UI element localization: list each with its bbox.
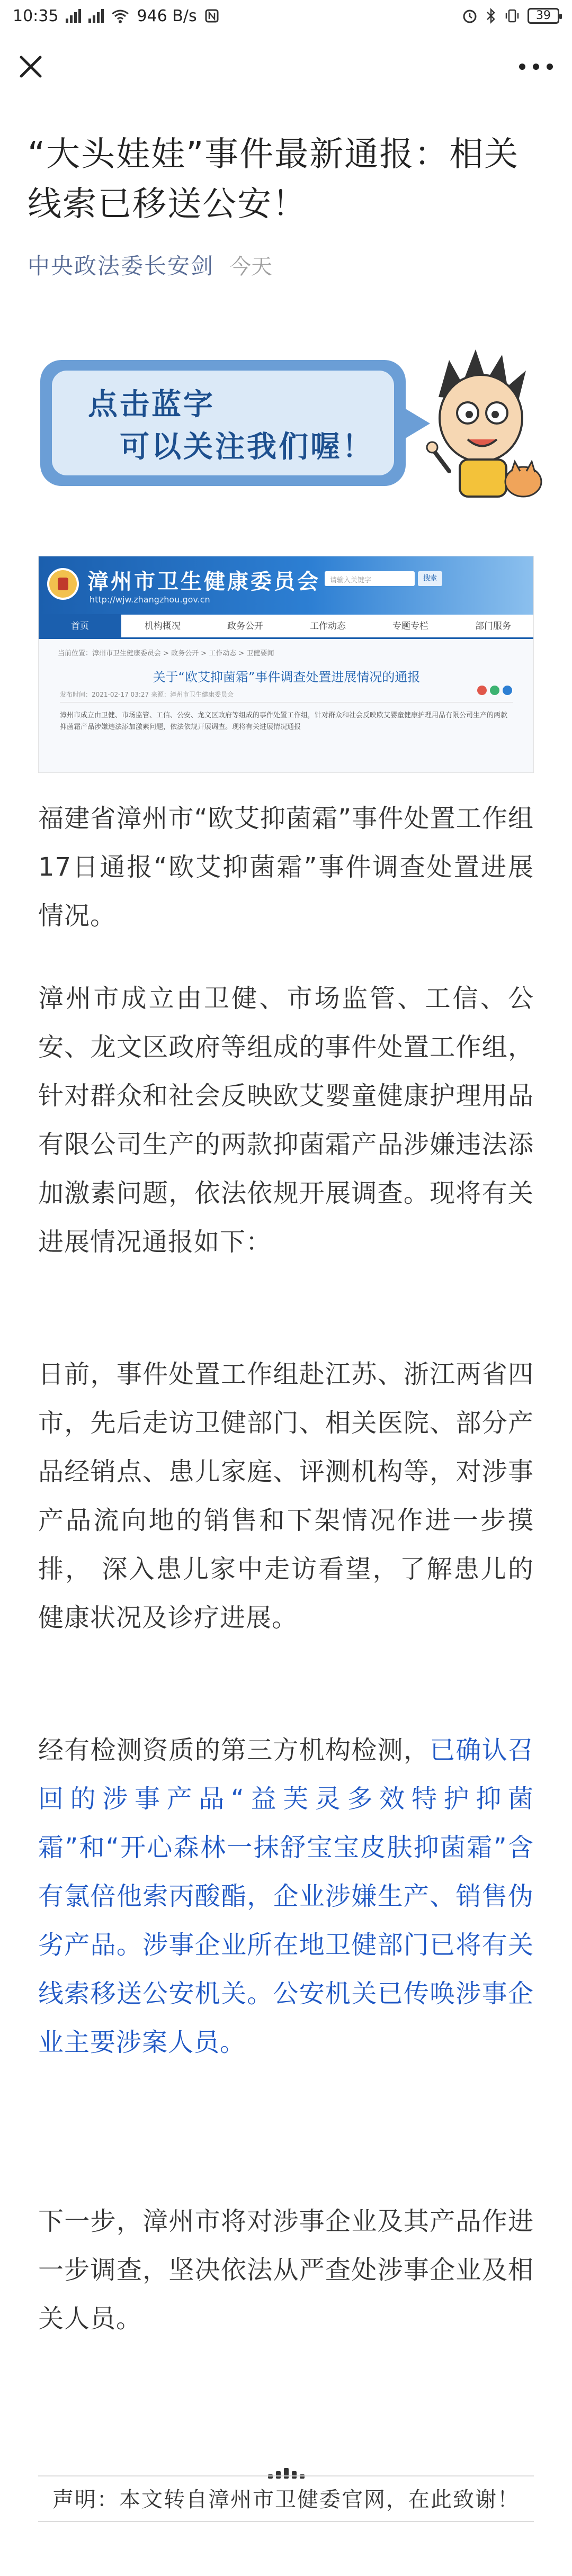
article-title: “大头娃娃”事件最新通报：相关线索已移送公安！ (28, 135, 520, 224)
site-nav-item: 机构概况 (145, 620, 181, 632)
site-header (39, 556, 534, 615)
paragraph-1: 福建省漳州市“欧艾抑菌霜”事件处置工作组17日通报“欧艾抑菌霜”事件调查处置进展情况。 (38, 804, 534, 931)
nav-bar (0, 32, 572, 101)
share-weibo-icon (477, 686, 487, 695)
site-notice-info: 发布时间：2021-02-17 03:27 来源：漳州市卫生健康委员会 (60, 690, 513, 702)
banner-line-1: 点击蓝字 (88, 388, 215, 422)
site-emblem-icon (47, 568, 79, 600)
site-notice-body: 漳州市成立由卫健、市场监管、工信、公安、龙文区政府等组成的事件处置工作组，针对群众和社会反映欧艾婴童健康护理用品有限公司生产的两款抑菌霜产品涉嫌违法添加激素问题，依法依规开展调查。现将有关进展情况通报 (60, 711, 508, 731)
site-url: http://wjw.zhangzhou.gov.cn (90, 595, 210, 605)
site-nav-item: 首页 (39, 614, 121, 638)
site-search-input: 请输入关键字 (325, 571, 415, 586)
battery-icon: 39 (528, 8, 559, 24)
disclaimer: 声明：本文转自漳州市卫健委官网，在此致谢！ (52, 2488, 520, 2512)
paragraph-3: 日前，事件处置工作组赴江苏、浙江两省四市，先后走访卫健部门、相关医院、部分产品经销点、患儿家庭、评测机构等，对涉事产品流向地的销售和下架情况作进一步摸排， 深入患儿家中走访看望，了解患儿的健康状况及诊疗进展。 (38, 1359, 534, 1633)
site-name: 漳州市卫生健康委员会 (87, 570, 320, 594)
more-dot-icon (519, 64, 525, 70)
article-meta (28, 249, 272, 281)
publish-date: 今天 (230, 254, 273, 279)
website-screenshot (38, 556, 534, 773)
paragraph-4 (38, 1726, 534, 2067)
alarm-icon (462, 8, 478, 24)
site-nav-item: 政务公开 (227, 620, 263, 632)
follow-banner[interactable] (28, 339, 544, 503)
status-bar (0, 0, 572, 32)
author-link[interactable]: 中央政法委长安剑 (28, 253, 215, 279)
nfc-icon (204, 8, 219, 23)
vibrate-icon (504, 8, 520, 24)
paragraph-2: 漳州市成立由卫健、市场监管、工信、公安、龙文区政府等组成的事件处置工作组，针对群众和社会反映欧艾婴童健康护理用品有限公司生产的两款抑菌霜产品涉嫌违法添加激素问题，依法依规开展调查。现将有关进展情况通报如下： (38, 984, 534, 1257)
close-button[interactable] (16, 52, 46, 82)
signal-icon-2 (88, 9, 104, 23)
banner-line-2: 可以关注我们喔！ (120, 430, 374, 464)
more-button[interactable] (519, 57, 553, 76)
site-nav-item: 专题专栏 (392, 620, 428, 632)
share-wechat-icon (490, 686, 499, 695)
network-speed: 946 B/s (137, 6, 197, 25)
paragraph-4-lead: 经有检测资质的第三方机构检测， (38, 1735, 430, 1765)
more-dot-icon (547, 64, 553, 70)
share-qq-icon (503, 686, 512, 695)
paragraph-4-highlight: 已确认召回的涉事产品“益芙灵多效特护抑菌霜”和“开心森林一抹舒宝宝皮肤抑菌霜”含有氯倍他索丙酸酯，企业涉嫌生产、销售伪劣产品。涉事企业所在地卫健部门已将有关线索移送公安机关。公安机关已传唤涉事企业主要涉案人员。 (38, 1735, 534, 2057)
more-dot-icon (533, 64, 539, 70)
site-notice-title: 关于“欧艾抑菌霜”事件调查处置进展情况的通报 (153, 670, 421, 684)
divider-line (38, 2475, 534, 2476)
site-search-button: 搜索 (418, 571, 442, 586)
speech-bubble (40, 360, 406, 486)
close-icon (16, 52, 46, 82)
site-share-icons (477, 686, 512, 695)
site-nav-item: 工作动态 (310, 620, 346, 632)
bluetooth-icon (485, 8, 497, 24)
site-breadcrumb: 当前位置：漳州市卫生健康委员会 > 政务公开 > 工作动态 > 卫健要闻 (58, 650, 274, 657)
site-nav (39, 615, 534, 639)
divider-line (38, 2521, 534, 2522)
mascot-illustration (417, 339, 544, 503)
wifi-icon (111, 8, 129, 23)
site-nav-item: 部门服务 (475, 620, 511, 632)
signal-icon (66, 9, 81, 23)
paragraph-5: 下一步，漳州市将对涉事企业及其产品作进一步调查，坚决依法从严查处涉事企业及相关人员。 (38, 2206, 534, 2334)
status-time: 10:35 (13, 6, 59, 25)
